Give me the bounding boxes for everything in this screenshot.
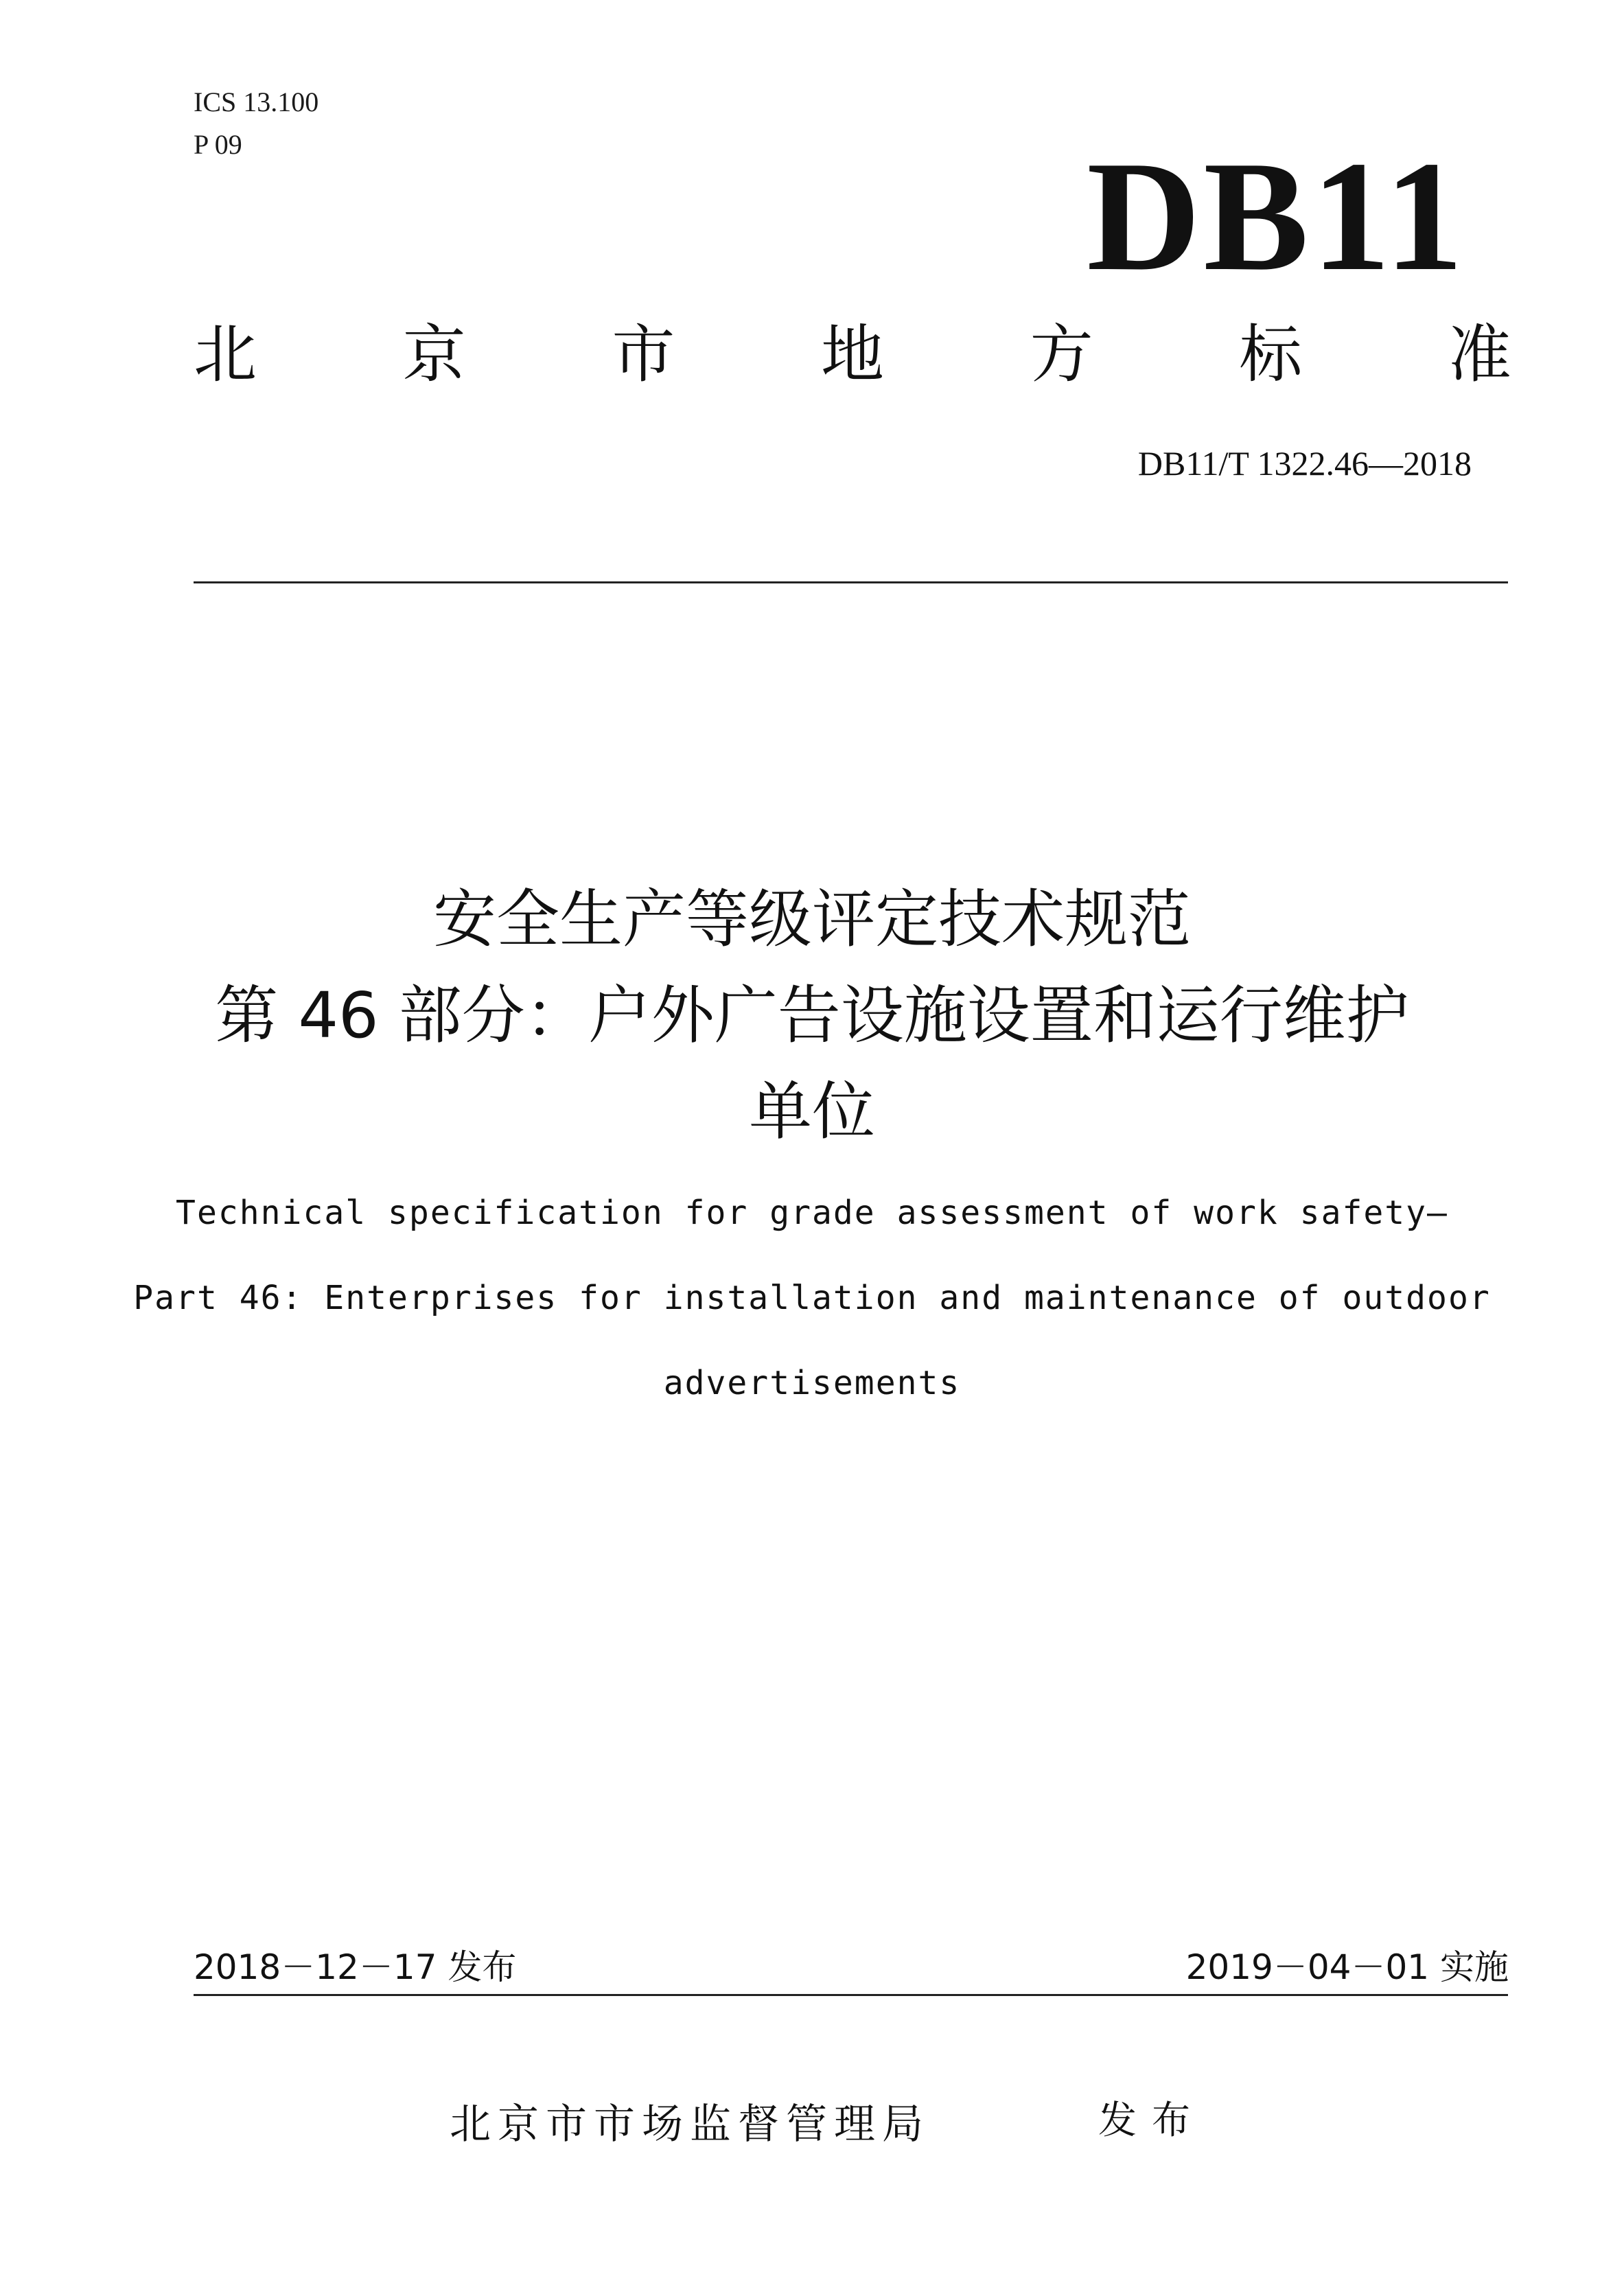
ics-code: ICS 13.100: [194, 86, 319, 117]
implementation-date: 2019－04－01 实施: [1185, 1947, 1509, 1987]
publish-label: 发布: [1098, 2098, 1205, 2143]
title-cn-line-3: 单位: [748, 1075, 875, 1148]
standard-type-char: 地: [820, 318, 884, 391]
standard-type-char: 京: [402, 318, 466, 391]
classification-codes: [194, 81, 318, 166]
top-divider: [194, 581, 1508, 583]
db11-logo: DB11: [1087, 128, 1466, 303]
standard-number: DB11/T 1322.46—2018: [1137, 444, 1472, 483]
bottom-divider: [194, 1994, 1508, 1996]
standard-type-char: 方: [1030, 318, 1093, 391]
publisher-name: 北京市市场监督管理局: [450, 2100, 930, 2148]
document-title-chinese: [0, 872, 1624, 1160]
standard-type-char: 市: [612, 318, 675, 391]
title-cn-line-1: 安全生产等级评定技术规范: [432, 883, 1191, 956]
standard-type-char: 标: [1239, 318, 1303, 391]
document-title-english: [0, 1170, 1624, 1426]
title-en-line-2: Part 46: Enterprises for installation and maintenance of outdoor: [133, 1279, 1491, 1317]
title-cn-line-2: 第 46 部分：户外广告设施设置和运行维护: [215, 979, 1409, 1052]
standard-type-title: [194, 317, 1511, 393]
title-en-line-3: advertisements: [663, 1364, 961, 1402]
standard-type-char: 北: [194, 318, 257, 391]
standard-type-char: 准: [1448, 318, 1511, 391]
title-en-line-1: Technical specification for grade assessment of work safety—: [176, 1194, 1448, 1232]
ccs-code: P 09: [194, 129, 242, 160]
issue-date: 2018－12－17 发布: [194, 1947, 517, 1987]
